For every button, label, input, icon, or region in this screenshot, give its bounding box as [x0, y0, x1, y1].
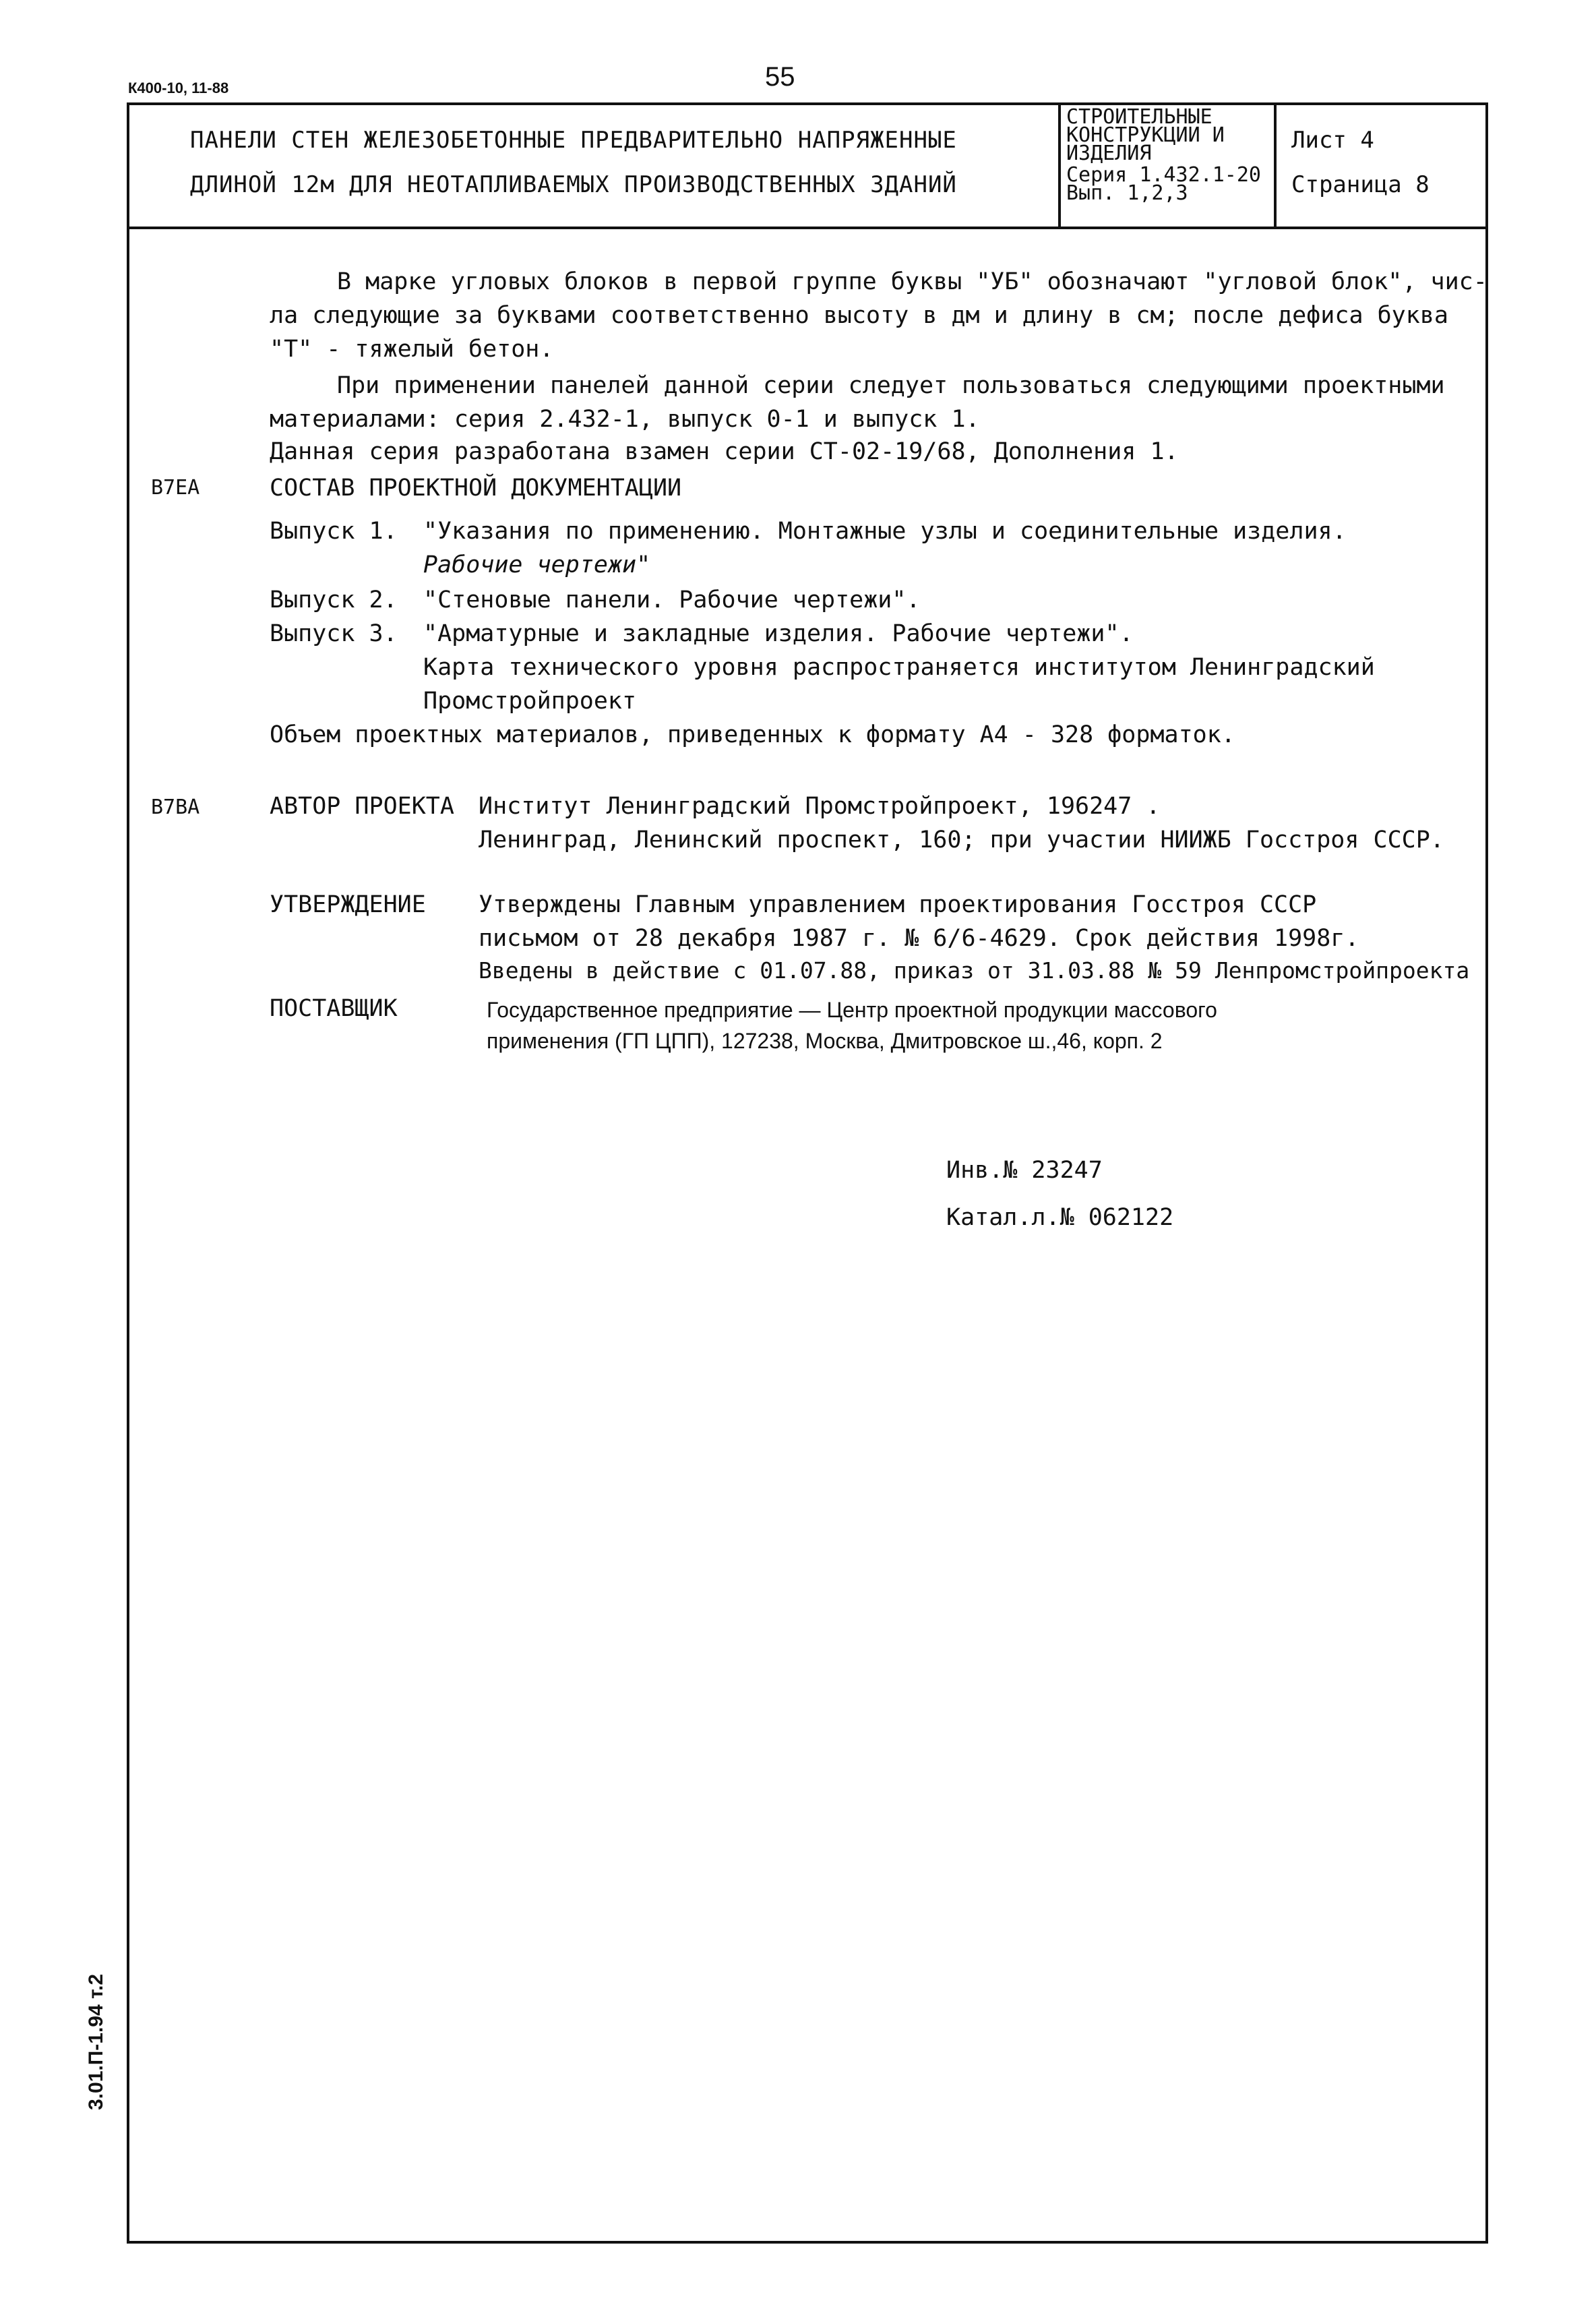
issue-1-label: Выпуск 1. — [270, 518, 398, 545]
section-code: В7ВА — [151, 796, 200, 819]
sheet-number: Лист 4 — [1291, 127, 1374, 154]
category-line-3: ИЗДЕЛИЯ — [1066, 142, 1152, 165]
header-divider — [127, 227, 1488, 229]
paragraph-3: Данная серия разработана взамен серии СТ-02-19/68, Дополнения 1. — [270, 438, 1179, 465]
volume-note: Объем проектных материалов, приведенных к формату А4 - 328 форматок. — [270, 721, 1235, 748]
issue-numbers: Вып. 1,2,3 — [1066, 181, 1188, 205]
issue-1-text-line-2: Рабочие чертежи" — [423, 551, 651, 578]
document-code: К400-10, 11-88 — [128, 80, 229, 96]
supplier-label: ПОСТАВЩИК — [270, 995, 398, 1022]
approval-line-3: Введены в действие с 01.07.88, приказ от 31.03.88 № 59 Ленпромстройпроекта — [479, 957, 1470, 984]
header-column-divider — [1274, 102, 1277, 229]
paragraph-2-line-1: При применении панелей данной серии следует пользоваться следующими проектными — [337, 372, 1445, 399]
catalog-number: Катал.л.№ 062122 — [946, 1204, 1174, 1231]
frame-bottom-border — [127, 2241, 1488, 2244]
paragraph-1-line-3: "Т" - тяжелый бетон. — [270, 336, 554, 363]
technical-map-line-1: Карта технического уровня распространяется институтом Ленинградский — [423, 654, 1375, 681]
issue-1-text-line-1: "Указания по применению. Монтажные узлы и соединительные изделия. — [423, 518, 1347, 545]
author-label: АВТОР ПРОЕКТА — [270, 793, 454, 820]
header-column-divider — [1058, 102, 1061, 229]
supplier-line-2: применения (ГП ЦПП), 127238, Москва, Дмитровское ш.,46, корп. 2 — [487, 1029, 1163, 1053]
section-title: СОСТАВ ПРОЕКТНОЙ ДОКУМЕНТАЦИИ — [270, 475, 682, 502]
author-line-1: Институт Ленинградский Промстройпроект, 196247 . — [479, 793, 1161, 820]
supplier-line-1: Государственное предприятие — Центр проектной продукции массового — [487, 998, 1217, 1022]
paragraph-1-line-2: ла следующие за буквами соответственно высоту в дм и длину в см; после дефиса буква — [270, 302, 1448, 329]
author-line-2: Ленинград, Ленинский проспект, 160; при участии НИИЖБ Госстроя СССР. — [479, 827, 1444, 853]
series-number: Серия 1.432.1-20 — [1066, 163, 1261, 187]
vertical-code: 3.01.П-1.94 т.2 — [85, 1973, 107, 2110]
section-code: В7ЕА — [151, 476, 200, 500]
approval-line-1: Утверждены Главным управлением проектирования Госстроя СССР — [479, 891, 1317, 918]
approval-line-2: письмом от 28 декабря 1987 г. № 6/6-4629. Срок действия 1998г. — [479, 925, 1359, 952]
document-title-line-2: ДЛИНОЙ 12м ДЛЯ НЕОТАПЛИВАЕМЫХ ПРОИЗВОДСТВЕННЫХ ЗДАНИЙ — [190, 171, 957, 198]
category-line-1: СТРОИТЕЛЬНЫЕ — [1066, 105, 1213, 129]
page-number: 55 — [765, 62, 795, 92]
technical-map-line-2: Промстройпроект — [423, 688, 637, 715]
frame-top-border — [127, 102, 1488, 105]
frame-left-border — [127, 102, 129, 2244]
approval-label: УТВЕРЖДЕНИЕ — [270, 891, 426, 918]
paragraph-1-line-1: В марке угловых блоков в первой группе буквы "УБ" обозначают "угловой блок", чис- — [337, 268, 1487, 295]
issue-3-label: Выпуск 3. — [270, 620, 398, 647]
document-title-line-1: ПАНЕЛИ СТЕН ЖЕЛЕЗОБЕТОННЫЕ ПРЕДВАРИТЕЛЬНО НАПРЯЖЕННЫЕ — [190, 127, 957, 154]
issue-2-text: "Стеновые панели. Рабочие чертежи". — [423, 587, 921, 613]
inventory-number: Инв.№ 23247 — [946, 1157, 1103, 1184]
issue-2-label: Выпуск 2. — [270, 587, 398, 613]
paragraph-2-line-2: материалами: серия 2.432-1, выпуск 0-1 и выпуск 1. — [270, 406, 980, 433]
issue-3-text: "Арматурные и закладные изделия. Рабочие чертежи". — [423, 620, 1134, 647]
category-line-2: КОНСТРУКЦИИ И — [1066, 123, 1225, 147]
page-label: Страница 8 — [1291, 171, 1430, 198]
frame-right-border — [1485, 102, 1488, 2244]
